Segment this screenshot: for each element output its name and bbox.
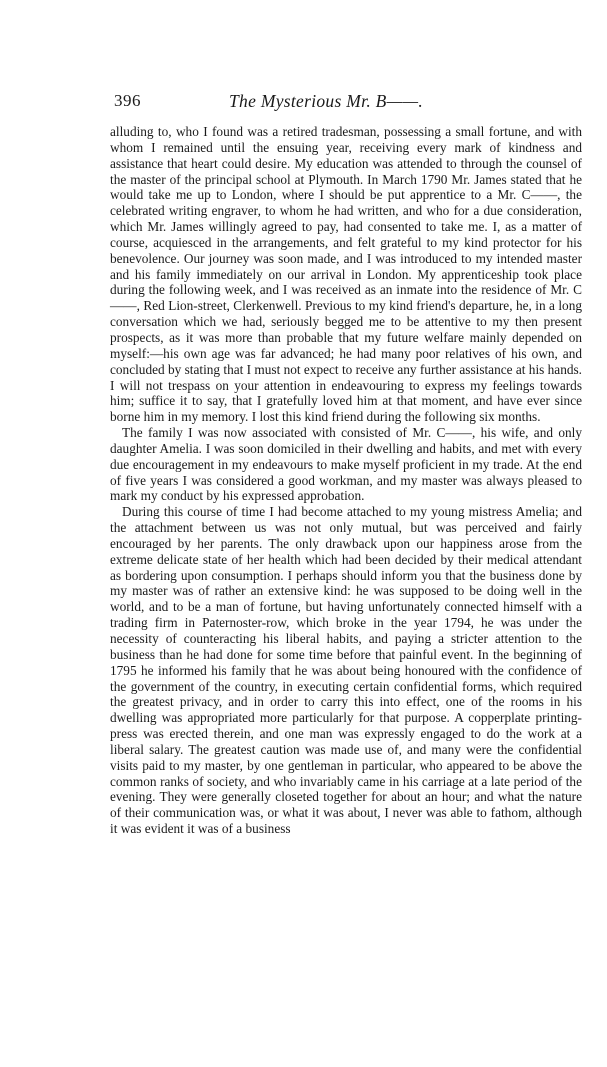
running-title: The Mysterious Mr. B——. [229, 91, 424, 111]
paragraph-family: The family I was now associated with consisted of Mr. C——, his wife, and only daughter Amelia. I was soon domiciled in their dwelling and habits, and met with every due encouragement in my endeavours to make myself proficient in my trade. At the end of five years I was considered a good workman, and my master was always pleased to mark my conduct by his expressed approbation. [110, 425, 582, 504]
running-head [114, 91, 514, 113]
body-text [110, 124, 582, 837]
paragraph-continued: alluding to, who I found was a retired tradesman, possessing a small fortune, and with whom I remained until the ensuing year, receiving every mark of kindness and assistance that heart could desire. My education was attended to through the counsel of the master of the principal school at Plymouth. In March 1790 Mr. James stated that he would take me up to London, where I should be put apprentice to a Mr. C——, the celebrated writing engraver, to whom he had written, and who for a due consideration, which Mr. James willingly agreed to pay, had consented to take me. I, as a matter of course, acquiesced in the arrangements, and felt grateful to my kind protector for his benevolence. Our journey was soon made, and I was introduced to my intended master and his family immediately on our arrival in London. My apprenticeship took place during the following week, and I was received as an inmate into the residence of Mr. C——, Red Lion-street, Clerkenwell. Previous to my kind friend's departure, he, in a long conversation which we had, seriously begged me to be attentive to my then present prospects, as it was more than probable that my future welfare mainly depended on myself:—his own age was far advanced; he had many poor relatives of his own, and concluded by stating that I must not expect to receive any further assistance at his hands. I will not trespass on your attention in endeavouring to express my feelings towards him; suffice it to say, that I gratefully loved him at that moment, and have ever since borne him in my memory. I lost this kind friend during the following six months. [110, 124, 582, 425]
paragraph-attachment: During this course of time I had become attached to my young mistress Amelia; and the attachment between us was not only mutual, but was perceived and fairly encouraged by her parents. The only drawback upon our happiness arose from the extreme delicate state of her health which had been decided by their medical attendant as bordering upon consumption. I perhaps should inform you that the business done by my master was of rather an extensive kind: he was supposed to be doing well in the world, and to be a man of fortune, but having unfortunately connected himself with a trading firm in Paternoster-row, which broke in the year 1794, he was under the necessity of counteracting his liberal habits, and paying a stricter attention to the business than he had done for some time before that painful event. In the beginning of 1795 he informed his family that he was about being honoured with the confidence of the government of the country, in executing certain confidential forms, which required the greatest privacy, and in order to carry this into effect, one of the rooms in his dwelling was appropriated more particularly for that purpose. A copperplate printing-press was erected therein, and one man was expressly engaged to do the work at a liberal salary. The greatest caution was made use of, and many were the confidential visits paid to my master, by one gentleman in particular, who appeared to be above the common ranks of society, and who invariably came in his carriage at a late period of the evening. They were generally closeted together for about an hour; and what the nature of their communication was, or what it was about, I never was able to fathom, although it was evident it was of a business [110, 504, 582, 837]
page-number: 396 [114, 91, 141, 110]
